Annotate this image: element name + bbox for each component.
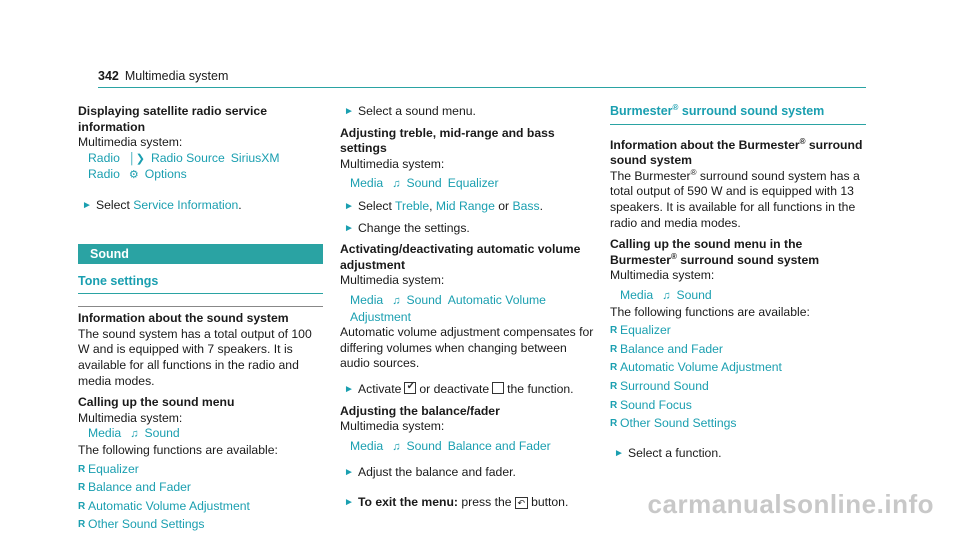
path-item: Sound <box>406 292 442 307</box>
path-item: Media <box>350 176 384 191</box>
burmester-heading <box>610 104 866 125</box>
calling-title: Calling up the sound menu <box>78 395 235 410</box>
bullet-icon: R <box>78 482 86 494</box>
music-note-icon: ♫ <box>130 428 139 441</box>
function-link[interactable]: Automatic Volume Adjustment <box>620 360 782 375</box>
step-text: the function. <box>507 381 574 396</box>
service-information-link[interactable]: Service Information <box>133 197 239 212</box>
step-arrow-icon: ► <box>344 383 354 395</box>
watermark: carmanualsonline.info <box>647 489 934 519</box>
step-arrow-icon: ► <box>344 467 354 479</box>
path-item: Balance and Fader <box>447 438 551 453</box>
path-item: Sound <box>676 287 712 302</box>
path-item: Radio <box>88 150 120 165</box>
info-text-part: surround sound system has a total output of 590 W and is equipped with 13 speakers. It is available for all functions in the radio and media modes. <box>610 168 860 230</box>
bullet-icon: R <box>610 325 618 337</box>
activate-step <box>340 382 598 398</box>
multimedia-system-label: Multimedia system: <box>340 156 445 171</box>
column-middle <box>340 104 598 510</box>
list-item <box>78 499 323 515</box>
divider <box>78 306 323 307</box>
treble-link[interactable]: Treble <box>395 198 430 213</box>
title-text: Information about the Burmester <box>610 137 800 152</box>
tone-settings-heading: Tone settings <box>78 274 323 295</box>
back-arrow-icon: ↶ <box>515 497 529 509</box>
final-step <box>610 446 866 462</box>
path-item: Media <box>350 292 384 307</box>
multimedia-system-label: Multimedia system: <box>610 268 715 283</box>
exit-step <box>340 495 598 511</box>
list-item <box>610 342 866 358</box>
heading-text: Burmester <box>610 104 673 118</box>
path-item: Radio Source <box>150 150 225 165</box>
bullet-icon: R <box>610 380 618 392</box>
multimedia-system-label: Multimedia system: <box>340 273 445 288</box>
sat-step <box>78 198 323 214</box>
info-text: The sound system has a total output of 100 W and is equipped with 7 speakers. It is available for all functions in the radio and media modes. <box>78 326 312 388</box>
bullet-icon: R <box>610 399 618 411</box>
list-item <box>610 416 866 432</box>
step-text: Select <box>96 197 134 212</box>
page-header <box>98 69 228 85</box>
path-item: Media <box>350 438 384 453</box>
list-item <box>78 517 323 533</box>
multimedia-system-label: Multimedia system: <box>78 135 183 150</box>
treble-step <box>340 199 598 215</box>
step-text: . <box>539 198 543 213</box>
gear-icon: ⚙ <box>128 169 139 182</box>
step-arrow-icon: ► <box>344 496 354 508</box>
path-item: Sound <box>144 426 180 441</box>
change-step <box>340 221 598 237</box>
checkbox-empty-icon <box>492 382 504 394</box>
step-text: To exit the menu: <box>358 494 458 509</box>
function-link[interactable]: Other Sound Settings <box>620 416 737 431</box>
step-arrow-icon: ► <box>344 106 354 117</box>
path-item: Equalizer <box>447 176 499 191</box>
step-text: or deactivate <box>419 381 490 396</box>
list-item <box>78 462 323 478</box>
calling-path <box>610 288 866 305</box>
music-note-icon: ♫ <box>662 289 671 302</box>
music-note-icon: ♫ <box>392 440 401 453</box>
title-text: Calling up the sound menu in the Burmester <box>610 237 803 267</box>
info-text-part: The Burmester <box>610 168 691 183</box>
treble-path <box>340 176 598 193</box>
balance-step <box>340 465 598 481</box>
column-left <box>78 104 323 533</box>
calling-path <box>78 426 323 443</box>
step-text: Adjust the balance and fader. <box>358 465 516 480</box>
step-text: Activate <box>358 381 402 396</box>
title-text: surround sound system <box>676 252 820 267</box>
list-item <box>610 379 866 395</box>
checkbox-checked-icon <box>404 382 416 394</box>
path-item: Automatic Volume Adjustment <box>350 292 546 324</box>
step-text: Select a sound menu. <box>358 104 476 118</box>
path-item: Media <box>88 426 122 441</box>
bullet-icon: R <box>78 500 86 512</box>
page-header-title: Multimedia system <box>124 69 229 83</box>
avol-path <box>340 293 598 325</box>
step-text: , <box>429 198 436 213</box>
registered-mark: ® <box>672 102 679 112</box>
column-right <box>610 104 866 461</box>
function-link[interactable]: Balance and Fader <box>88 480 191 495</box>
step-text: Select <box>358 198 396 213</box>
sound-section-band: Sound <box>78 244 323 264</box>
function-link[interactable]: Equalizer <box>88 461 139 476</box>
function-link[interactable]: Balance and Fader <box>620 341 723 356</box>
calling-title <box>610 237 866 268</box>
list-item <box>610 398 866 414</box>
path-item: Sound <box>406 176 442 191</box>
info-text <box>610 169 866 231</box>
info-title <box>610 138 866 169</box>
select-menu-step <box>340 104 598 120</box>
step-text: or <box>494 198 513 213</box>
function-link[interactable]: Automatic Volume Adjustment <box>88 498 250 513</box>
bullet-icon: R <box>610 362 618 374</box>
list-item <box>78 480 323 496</box>
step-arrow-icon: ► <box>344 200 354 212</box>
functions-intro: The following functions are available: <box>610 304 810 319</box>
music-note-icon: ♫ <box>392 178 401 191</box>
sat-title: Displaying satellite radio service information <box>78 104 267 134</box>
sat-path <box>78 151 323 184</box>
heading-text: surround sound system <box>678 104 825 118</box>
function-link[interactable]: Sound Focus <box>620 397 692 412</box>
bass-link[interactable]: Bass <box>512 198 540 213</box>
path-item: Radio <box>88 167 120 182</box>
registered-mark: ® <box>670 251 677 261</box>
step-text: Change the settings. <box>358 220 470 235</box>
step-text: Select a function. <box>628 445 722 460</box>
function-link[interactable]: Surround Sound <box>620 378 709 393</box>
list-item <box>610 323 866 339</box>
avol-title: Activating/deactivating automatic volume adjustment <box>340 242 581 272</box>
path-item: Options <box>144 167 187 182</box>
bullet-icon: R <box>78 519 86 531</box>
step-arrow-icon: ► <box>614 447 624 459</box>
path-item: SiriusXM <box>230 150 280 165</box>
multimedia-system-label: Multimedia system: <box>340 419 445 434</box>
function-link[interactable]: Equalizer <box>620 323 671 338</box>
multimedia-system-label: Multimedia system: <box>78 410 183 425</box>
mid-range-link[interactable]: Mid Range <box>435 198 495 213</box>
list-item <box>610 360 866 376</box>
title-text: surround sound system <box>610 137 863 168</box>
step-text: button. <box>531 494 569 509</box>
balance-title: Adjusting the balance/fader <box>340 403 500 418</box>
functions-intro: The following functions are available: <box>78 442 278 457</box>
music-note-icon: ♫ <box>392 294 401 307</box>
bullet-icon: R <box>610 343 618 355</box>
registered-mark: ® <box>799 136 806 146</box>
bullet-icon: R <box>610 418 618 430</box>
bullet-icon: R <box>78 463 86 475</box>
page-number: 342 <box>98 69 119 83</box>
header-rule <box>98 87 866 88</box>
step-text: press the <box>458 494 512 509</box>
treble-title: Adjusting treble, mid-range and bass settings <box>340 125 555 156</box>
step-text: . <box>238 197 242 212</box>
info-title: Information about the sound system <box>78 311 289 326</box>
path-item: Media <box>620 287 654 302</box>
registered-mark: ® <box>690 167 697 177</box>
balance-path <box>340 439 598 456</box>
step-arrow-icon: ► <box>344 222 354 234</box>
radio-icon: │❯ <box>128 152 145 165</box>
path-item: Sound <box>406 438 442 453</box>
avol-text: Automatic volume adjustment compensates for differing volumes when changing between audio sources. <box>340 325 594 371</box>
function-link[interactable]: Other Sound Settings <box>88 517 205 532</box>
step-arrow-icon: ► <box>82 199 92 211</box>
